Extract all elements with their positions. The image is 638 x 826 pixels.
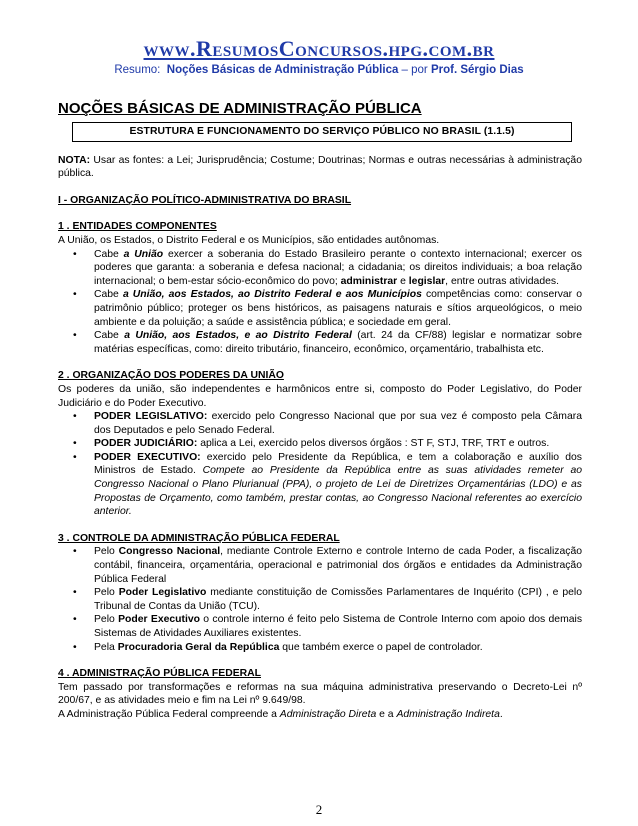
text-run: Congresso Nacional xyxy=(118,546,221,558)
section-3-title: 3 . CONTROLE DA ADMINISTRAÇÃO PÚBLICA FEDERAL xyxy=(58,532,340,544)
section-3-list xyxy=(58,545,582,654)
text-run: . xyxy=(499,708,503,720)
text-run: (art. 24 da CF/88) legislar e normatizar sobre matérias específicas, como: direito tributário, financeiro, econômico, orçamentário, trabalhista etc. xyxy=(94,330,582,355)
list-item xyxy=(94,545,582,586)
text-run: e xyxy=(397,275,409,287)
section-2-intro: Os poderes da união, são independentes e harmônicos entre si, composto do Poder Legislativo, do Poder Judiciário e do Poder Executivo. xyxy=(58,383,582,409)
text-run: a União, aos Estados, e ao Distrito Federal xyxy=(124,330,352,342)
subtitle-prefix: Resumo: xyxy=(114,64,161,76)
text-run: a União xyxy=(123,248,164,260)
section-1-list xyxy=(58,248,582,357)
spacer xyxy=(58,519,582,532)
list-item xyxy=(94,410,582,437)
text-run: PODER EXECUTIVO: xyxy=(94,451,201,463)
document-content xyxy=(58,100,582,722)
text-run: o controle interno é feito pelo Sistema de Controle Interno com apoio dos demais Sistemas de Atividades Auxiliares existentes. xyxy=(94,614,583,639)
list-item xyxy=(94,641,582,655)
list-item xyxy=(94,248,582,289)
text-run: Pelo xyxy=(94,614,119,626)
subtitle-separator: – por xyxy=(398,64,431,76)
spacer xyxy=(58,207,582,220)
text-run: Pelo xyxy=(94,587,119,599)
section-4-paragraph-1: Tem passado por transformações e reformas na sua máquina administrativa preservando o Decreto-Lei nº 200/67, e as atividades meio e fim na Lei nº 9.649/98. xyxy=(58,681,582,707)
spacer xyxy=(58,356,582,369)
spacer xyxy=(58,181,582,194)
text-run: Poder Executivo xyxy=(118,614,200,626)
section-4-paragraph-2 xyxy=(58,708,582,722)
nota-text: Usar as fontes: a Lei; Jurisprudência; Costume; Doutrinas; Normas e outras necessárias à administração pública. xyxy=(58,154,582,180)
site-url-header: www.ResumosConcursos.hpg.com.br xyxy=(143,36,495,61)
text-run: Cabe xyxy=(94,330,125,342)
text-run: PODER LEGISLATIVO: xyxy=(94,411,208,423)
text-run: e a xyxy=(376,708,397,720)
boxed-heading: ESTRUTURA E FUNCIONAMENTO DO SERVIÇO PÚBLICO NO BRASIL (1.1.5) xyxy=(72,122,572,142)
resumo-subtitle xyxy=(0,64,638,76)
subtitle-author: Prof. Sérgio Dias xyxy=(430,64,524,76)
list-item xyxy=(94,437,582,451)
main-title: NOÇÕES BÁSICAS DE ADMINISTRAÇÃO PÚBLICA xyxy=(58,100,422,117)
section-4-title: 4 . ADMINISTRAÇÃO PÚBLICA FEDERAL xyxy=(58,668,262,680)
text-run: Cabe xyxy=(94,248,124,260)
text-run: Pela xyxy=(94,641,118,653)
text-run: aplica a Lei, exercido pelos diversos órgãos : ST F, STJ, TRF, TRT e outros. xyxy=(197,438,550,450)
nota-paragraph xyxy=(58,154,582,181)
text-run: mediante constituição de Comissões Parlamentares de Inquérito (CPI) , e pelo Tribunal de Contas da União (TCU). xyxy=(94,587,582,612)
text-run: administrar xyxy=(340,275,398,287)
text-run: Compete ao Presidente da República entre as suas atividades remeter ao Congresso Nacional o Plano Plurianual (PPA), o projeto de Lei de Diretrizes Orçamentárias (LDO) e as Propostas de Orçamento, como também, prestar contas, ao Congresso Nacional referentes ao exercício anterior. xyxy=(94,465,582,518)
section-2-title: 2 . ORGANIZAÇÃO DOS PODERES DA UNIÃO xyxy=(58,370,284,382)
section-main-title: I - ORGANIZAÇÃO POLÍTICO-ADMINISTRATIVA DO BRASIL xyxy=(58,194,352,206)
text-run: Administração Direta xyxy=(279,708,377,720)
text-run: exercido pelo Congresso Nacional que por sua vez é composto pela Câmara dos Deputados e pelo Senado Federal. xyxy=(94,411,582,436)
nota-label: NOTA: xyxy=(58,154,91,166)
text-run: Poder Legislativo xyxy=(118,587,207,599)
list-item xyxy=(94,586,582,613)
text-run: que também exerce o papel de controlador. xyxy=(279,641,483,653)
text-run: legislar xyxy=(408,275,446,287)
section-2-list xyxy=(58,410,582,519)
list-item xyxy=(94,288,582,329)
page-number: 2 xyxy=(315,802,323,817)
list-item xyxy=(94,613,582,640)
text-run: , entre outras atividades. xyxy=(445,275,559,287)
text-run: Administração Indireta xyxy=(396,708,500,720)
text-run: A Administração Pública Federal compreende a xyxy=(58,708,280,720)
text-run: Pelo xyxy=(94,546,119,558)
text-run: Procuradoria Geral da República xyxy=(117,641,280,653)
section-1-intro: A União, os Estados, o Distrito Federal e os Municípios, são entidades autônomas. xyxy=(58,234,440,246)
text-run: , mediante Controle Externo e controle Interno de cada Poder, a fiscalização contábil, financeira, orçamentária, operacional e patrimonial dos órgãos e entidades da Administração Pública Federal xyxy=(94,546,583,585)
subtitle-title: Noções Básicas de Administração Pública xyxy=(166,64,399,76)
text-run: exercido pelo Presidente da República, e tem a colaboração e auxílio dos Ministros de Estado. xyxy=(94,451,583,477)
section-1-title: 1 . ENTIDADES COMPONENTES xyxy=(58,221,217,233)
spacer xyxy=(58,654,582,667)
text-run: exercer a soberania do Estado Brasileiro perante o contexto internacional; exercer os poderes que garanta: a soberania e defesa nacional; a cidadania; os direitos individuais; a boa relação internacional; o bem-estar sócio-econômico do povo; xyxy=(94,248,582,287)
text-run: a União, aos Estados, ao Distrito Federal e aos Municípios xyxy=(122,289,422,301)
text-run: Cabe xyxy=(94,289,123,301)
list-item xyxy=(94,329,582,356)
text-run: competências como: conservar o patrimônio público; proteger os bens históricos, as paisagens naturais e sítios arqueológicos, o meio ambiente e da poluição; a saúde e assistência pública; e sociedade em geral. xyxy=(94,289,583,328)
text-run: PODER JUDICIÁRIO: xyxy=(94,438,198,450)
list-item xyxy=(94,451,582,519)
